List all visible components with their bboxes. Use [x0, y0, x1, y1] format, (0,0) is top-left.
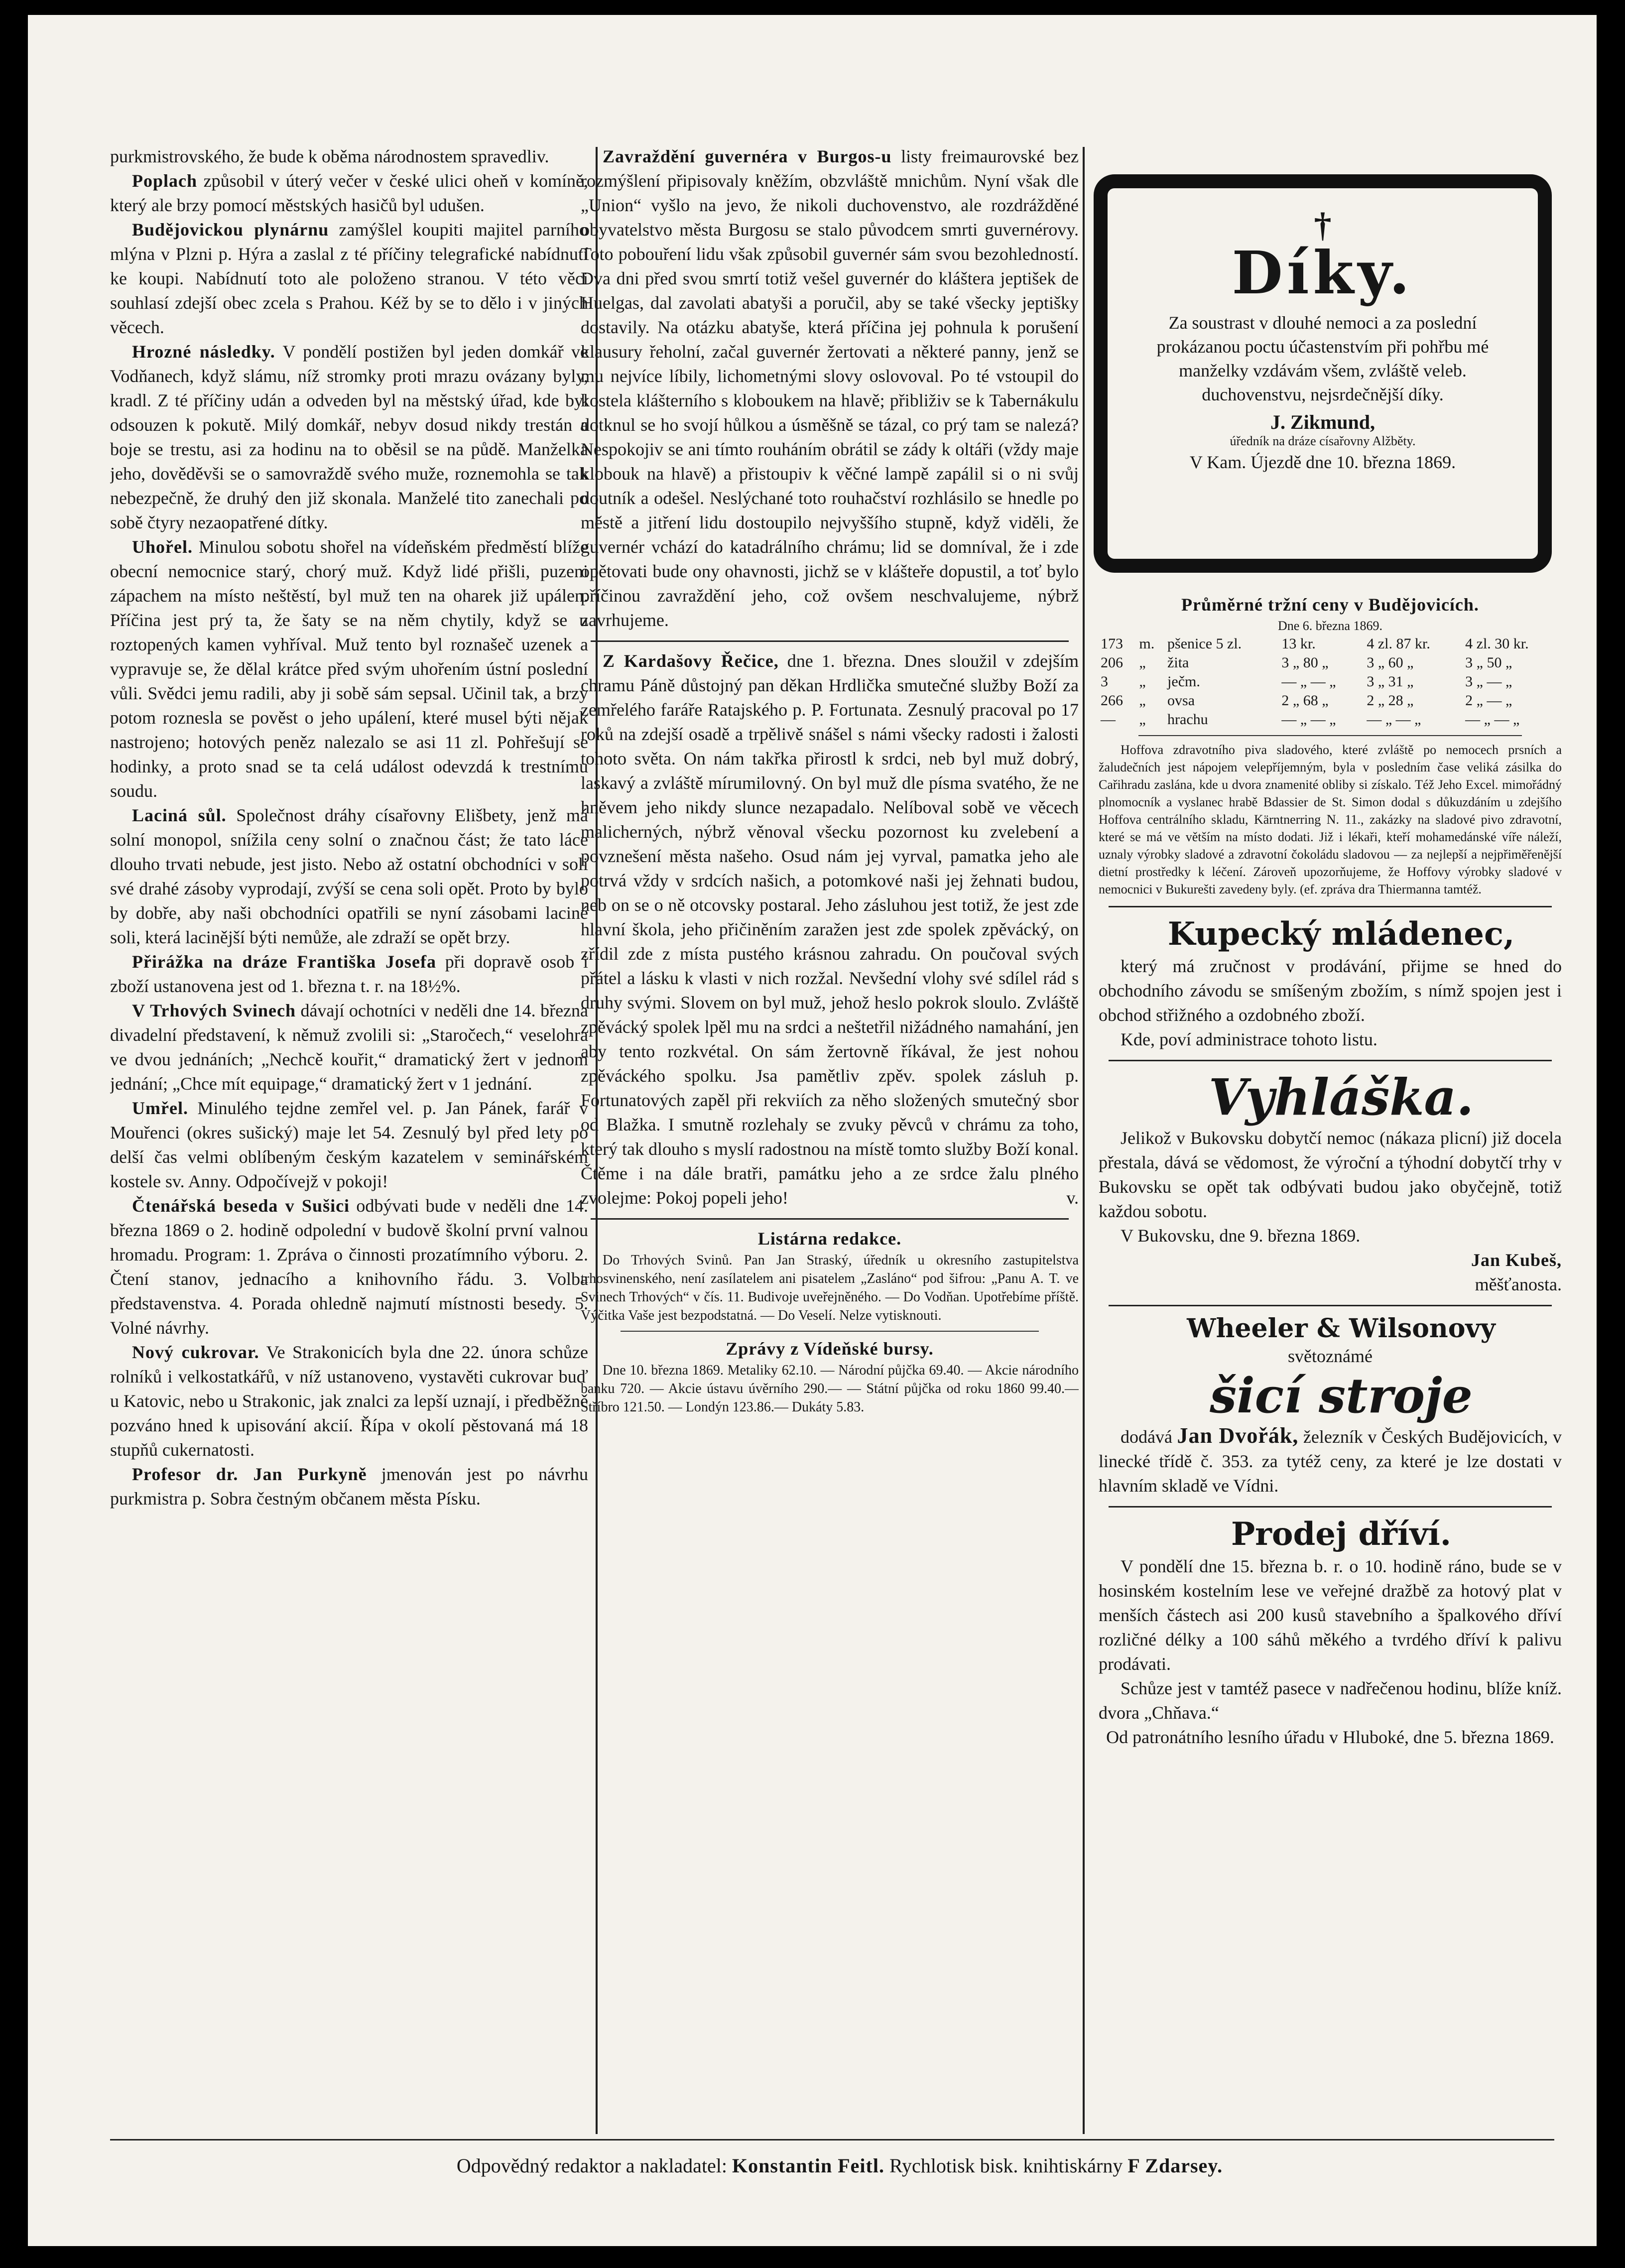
- divider: [1109, 1506, 1552, 1508]
- price-cell: 206: [1101, 654, 1123, 671]
- price-cell: — „ — „: [1465, 711, 1520, 728]
- article-hrozne: Hrozné následky. V pondělí postižen byl jeden domkář ve Vodňanech, když slámu, níž stromky proti mrazu ovázany byly, kradl. Z té příčiny udán a odveden byl na městský úřad, kde byl odsouzen k pokutě. Milý domkář, nebyv dosud nikdy trestán a boje se trestu, asi za hodinu na to oběsil se na půdě. Manželka jeho, dověděvši se o samovraždě svého muže, roznemohla se tak nebezpečně, že druhý den již skonala. Manželé tito zanechali po sobě čtyry nezaopatřené dítky.: [110, 342, 588, 532]
- price-cell: „: [1139, 711, 1146, 728]
- column-right: [1099, 593, 1562, 2127]
- article-poplach: Poplach způsobil v úterý večer v české ulici oheň v komíně, který ale brzy pomocí městských hasičů byl udušen.: [110, 171, 588, 215]
- price-row: [1099, 672, 1562, 691]
- price-cell: 13 kr.: [1281, 635, 1316, 652]
- article-uhorel: Uhořel. Minulou sobotu shořel na vídeňském předměstí blíže obecní nemocnice starý, chorý muž. Když lidé přišli, puzeni zápachem na místo neštěstí, byl muž ten na oharek již upálen. Příčina jest prý ta, že šaty se na něm chytily, když se u roztopených kamen vyhříval. Muž tento byl roznašeč uzenek a vypravuje se, že dělal krátce před svým uhořením ústní poslední vůli. Svědci jemu radili, aby ji sobě sám sepsal. Učinil tak, a brzy potom roznesla se pověst o jeho upálení, které musel býti nějak nastrojeno; hotových peněz nalezalo se asi 11 zl. Pohřešují se hodinky, a proto snad se ta celá událost odevzdá k trestnímu soudu.: [110, 537, 588, 801]
- price-cell: 3: [1101, 673, 1108, 690]
- article-prirazka: Přirážka na dráze Františka Josefa při dopravě osob i zboží ustanovena jest od 1. března t. r. na 18½%.: [110, 952, 588, 996]
- column-middle: [581, 144, 1079, 2132]
- price-cell: „: [1139, 692, 1146, 709]
- price-cell: 3 „ 50 „: [1465, 654, 1512, 671]
- vyhlaska-heading: Vyhláška.: [1208, 1068, 1474, 1127]
- death-notice: [1094, 174, 1552, 573]
- article-plynarna: Budějovickou plynárnu zamýšlel koupiti majitel parního mlýna v Plzni p. Hýra a zaslal z té příčiny telegrafické nabídnutí ke koupi. Nabídnutí toto ale položeno stranou. V této věci souhlasí zdejší obec zcela s Prahou. Kéž by se to dělo i v jiných věcech.: [110, 220, 588, 337]
- price-row: [1099, 653, 1562, 672]
- prodej-meeting: Schůze jest v tamtéž pasece v nadřečenou hodinu, blíže kníž. dvora „Chňava.“: [1099, 1678, 1562, 1723]
- prices-table: [1099, 634, 1562, 729]
- newspaper-page: [28, 15, 1597, 2246]
- price-cell: ječm.: [1167, 673, 1200, 690]
- price-cell: pšenice 5 zl.: [1167, 635, 1242, 652]
- prodej-signature: Od patronátního lesního úřadu v Hluboké, dne 5. března 1869.: [1106, 1727, 1554, 1747]
- listarna-heading: Listárna redakce.: [757, 1229, 902, 1249]
- wheeler-heading: Wheeler & Wilsonovy: [1187, 1313, 1496, 1344]
- price-cell: m.: [1139, 635, 1155, 652]
- vyhlaska-role: měšťanosta.: [1475, 1274, 1562, 1294]
- wheeler-sub: světoznámé: [1288, 1346, 1373, 1366]
- divider: [1138, 735, 1522, 736]
- article-fragment: purkmistrovského, že bude k oběma národnostem spravedliv.: [110, 146, 549, 166]
- wheeler-text: dodává Jan Dvořák, železník v Českých Budějovicích, v linecké třídě č. 353. za tytéž ceny, za které je lze dostati v hlavním skladě ve Vídni.: [1099, 1423, 1562, 1496]
- prices-heading: Průměrné tržní ceny v Budějovicích.: [1181, 595, 1479, 615]
- price-cell: 2 „ — „: [1465, 692, 1512, 709]
- vyhlaska-place: V Bukovsku, dne 9. března 1869.: [1121, 1226, 1361, 1246]
- article-guverner: Zavraždění guvernéra v Burgos-u listy freimaurovské bez rozmýšlení připisovaly kněžím, obzvláště mnichům. Nyní však dle „Union“ vyšlo na jevo, že nikoli duchovenstvo, ale rozdrážděné obyvatelstvo města Burgosu se stalo původcem smrti guvernérovy. Toto pobouření lidu však způsobil guvernér sám svou bezohledností. Dva dni před svou smrtí totiž vešel guvernér do kláštera jeptišek de Huelgas, dal zavolati abatyši a poručil, aby se také všecky jeptišky dostavily. Na otázku abatyše, která příčina jej pohnula k porušení klausury řeholní, začal guvernér žertovati a některé panny, jenž se mu nejvíce líbily, lichometnými slovy oslovoval. Po té vstoupil do kostela klášterního s kloboukem na hlavě; přibliživ se k Tabernákulu dotknul se ho svojí hůlkou a úsměšně se tázal, co prý tam se nalezá? Nespokojiv se ani tímto rouháním obrátil se zády k oltáři (vždy maje klobouk na hlavě) a přistoupiv k věčné lampě zapálil si o ni svůj doutník a odešel. Neslýchané toto rouhačství rozhlásilo se hnedle po městě a jitření lidu dostoupilo nejvyššího stupně, když viděli, že guvernér vchází do katadrálního chrámu; lid se domníval, že i zde opětovati bude ony ohavnosti, jichž se v klášteře dopustil, a toť bylo příčinou zavraždění jeho, což ovšem neschvalujeme, nýbrž zavrhujeme.: [581, 146, 1079, 630]
- prodej-text: V pondělí dne 15. března b. r. o 10. hodině ráno, bude se v hosinském kostelním lese ve veřejné dražbě za hotový plat v menších částech asi 200 kusů stavebního a špalkového dříví rozličné délky a 100 sáhů měkého a tvrdého dříví k palivu prodávati.: [1099, 1556, 1562, 1674]
- notice-place: V Kam. Újezdě dne 10. března 1869.: [1189, 452, 1456, 472]
- article-cukrovar: Nový cukrovar. Ve Strakonicích byla dne 22. února schůze rolníků i velkostatkářů, v níž ustanoveno, vystavěti cukrovar buď u Katovic, nebo u Strakonic, jak znalci za lepší uznají, i předběžně pozváno hned k upisování akcií. Řípa v okolí pěstovaná má 18 stupňů cukernatosti.: [110, 1342, 588, 1460]
- price-cell: 4 zl. 87 kr.: [1367, 635, 1430, 652]
- price-cell: „: [1139, 673, 1146, 690]
- price-cell: 2 „ 68 „: [1281, 692, 1329, 709]
- price-row: [1099, 691, 1562, 710]
- hoff-notice: Hoffova zdravotního piva sladového, které zvláště po nemocech prsních a žaludečních jest nápojem velepříjemným, byla v posledním čase veliká zásilka do Cařihradu zaslána, kde u dvora znamenité obliby si získalo. Též Jeho Excel. mimořádný plnomocník a vyslanec hrabě Bdassier de St. Simon dodal s důkuzdáním u zdejšího Hoffova centrálního skladu, Kärntnerring N. 11., zakázky na sladové pivo zdravotní, které se má ve větším na místo dodati. Již i lékaři, kteří mohamedánské víře náleží, uznaly výrobky sladové a zdravotní čokoládu sladovou — za nejlepší a nejpřiměřenější dietní prostředky k léčení. Zároveň upozorňujeme, že Hoffovy výrobky sladové v nemocnici v Bukurešti zavedeny byly. (ef. zpráva dra Thiermanna tamtéž.: [1099, 743, 1562, 896]
- price-cell: „: [1139, 654, 1146, 671]
- article-beseda: Čtenářská beseda v Sušici odbývati bude v neděli dne 14. března 1869 o 2. hodině odpolední v budově školní první valnou hromadu. Program: 1. Zpráva o činnosti prozatímního výboru. 2. Čtení stanov, jednacího a knihovního řádu. 3. Volba představenstva. 4. Porada ohledně najmutí místnosti besedy. 5. Volné návrhy.: [110, 1196, 588, 1338]
- prodej-heading: Prodej dříví.: [1231, 1515, 1451, 1553]
- article-svinech: V Trhových Svinech dávají ochotníci v neděli dne 14. března divadelní představení, k němuž zvolili si: „Staročech,“ veselohra ve dvou jednáních; „Nechcě kouřit,“ dramatický žert v jednom jednání; „Chce mít equipage,“ dramatický žert v 1 jednání.: [110, 1001, 588, 1094]
- price-cell: hrachu: [1167, 711, 1208, 728]
- footer-rule: [110, 2139, 1554, 2141]
- price-cell: 266: [1101, 692, 1123, 709]
- price-cell: žita: [1167, 654, 1189, 671]
- price-cell: — „ — „: [1281, 711, 1336, 728]
- price-cell: ovsa: [1167, 692, 1195, 709]
- price-cell: — „ — „: [1281, 673, 1336, 690]
- price-cell: — „ — „: [1367, 711, 1421, 728]
- notice-name: J. Zikmund,: [1270, 411, 1375, 433]
- price-cell: 3 „ 60 „: [1367, 654, 1414, 671]
- listarna-text: Do Trhových Svinů. Pan Jan Straský, úředník u okresního zastupitelstva trhosvinenského, není zasílatelem ani pisatelem „Zasláno“ pod šifrou: „Panu A. T. ve Svinech Trhových“ v čís. 11. Budivoje uveřejněného. — Do Vodňan. Upotřebíme příště. Výčitka Vaše jest bezpodstatná. — Do Veselí. Nelze vytisknouti.: [581, 1253, 1079, 1323]
- price-cell: 3 „ — „: [1465, 673, 1512, 690]
- divider: [621, 1331, 1039, 1332]
- vyhlaska-text: Jelikož v Bukovsku dobytčí nemoc (nákaza plicní) již docela přestala, dává se vědomost, že výroční a týhodní dobytčí trhy v Bukovsku se opět tak odbývati budou jako obyčejně, totiž každou sobotu.: [1099, 1128, 1562, 1221]
- kupecky-heading: Kupecký mládenec,: [1167, 915, 1515, 953]
- column-rule-2: [1083, 147, 1085, 2134]
- kupecky-text: který má zručnost v prodávání, přijme se hned do obchodního závodu se smíšeným zbožím, s nímž spojen jest i obchod střižného a ozdobného zboží.: [1099, 956, 1562, 1025]
- price-cell: 2 „ 28 „: [1367, 692, 1414, 709]
- kupecky-contact: Kde, poví administrace tohoto listu.: [1121, 1029, 1377, 1049]
- divider: [591, 640, 1069, 642]
- bursy-heading: Zprávy z Vídeňské bursy.: [726, 1339, 934, 1359]
- article-purkyne: Profesor dr. Jan Purkyně jmenován jest po návrhu purkmistra p. Sobra čestným občanem města Písku.: [110, 1464, 588, 1509]
- divider: [1109, 906, 1552, 907]
- price-cell: 3 „ 31 „: [1367, 673, 1414, 690]
- notice-text: Za soustrast v dlouhé nemoci a za poslední prokázanou poctu účastenstvím při pohřbu mé manželky vzdávám všem, zvláště veleb. duchovenstvu, nejsrdečnější díky.: [1156, 313, 1489, 404]
- price-cell: 3 „ 80 „: [1281, 654, 1329, 671]
- price-row: [1099, 710, 1562, 729]
- article-sul: Laciná sůl. Společnost dráhy císařovny Elišbety, jenž má solní monopol, snížila ceny solní o značnou část; že tato láce dlouho trvati nebude, jest jisto. Nebo až ostatní obchodníci v soli své drahé zásoby vyprodají, zvýší se cena soli opět. Proto by bylo by dobře, aby naši obchodníci opatřili se nyní zásobami laciné soli, která lacinější býti nemůže, ale zdraží se opět brzy.: [110, 805, 588, 947]
- wheeler-title: šicí stroje: [1210, 1368, 1473, 1424]
- price-row: [1099, 634, 1562, 653]
- imprint: Odpovědný redaktor a nakladatel: Konstantin Feitl. Rychlotisk bisk. knihtiskárny F Zdarsey.: [456, 2154, 1223, 2177]
- price-cell: 173: [1101, 635, 1123, 652]
- prices-date: Dne 6. března 1869.: [1277, 619, 1383, 633]
- divider: [1109, 1305, 1552, 1306]
- notice-title: Díky.: [1232, 238, 1414, 307]
- divider: [1109, 1060, 1552, 1061]
- article-recice: Z Kardašovy Řečice, dne 1. března. Dnes sloužil v zdejším chramu Páně důstojný pan děkan Hrdlička smutečné služby Boží za zemřelého faráře Ratajského p. P. Fortunata. Zesnulý pracoval po 17 roků na zdejší osadě a trpělivě snášel s námi všecky radosti i žalosti tohoto světa. On nám takřka přirostl k srdci, neb byl muž dobrý, laskavý a zvláště mírumilovný. On byl muž dle písma svatého, že ne hněvem jeho nikdy slunce nezapadalo. Nelíboval sobě ve věcech malicherných, nýbrž věnoval všecku pozornost ku zvelebení a povznešení města našeho. Osud nám jej vyrval, pamatka jeho ale potrvá vždy v srdcích našich, a potomkové naši jej žehnati budou, neb on se o ně otcovsky postaral. Jeho zásluhou jest totiž, že jest zde hlavní škola, jeho přičiněním zaražen jest zde spolek zpěvácký, on zřídil zde z místa pustého krásnou zahradu. On poučoval svých přátel a lásku k vlasti v nich rozžal. Nevšední vlohy své sdílel rád s druhy svými. Slovem on byl muž, jehož heslo pokrok sloulo. Zvláště zpěvácký spolek lpěl mu na srdci a neštetřil nižádného namahání, jen aby tento rozkvétal. On sám žertovně říkával, že jest nohou zpěváckého spolku. Jsa pamětliv zpěv. spolek zásluh p. Fortunatových zapěl při rekviích za něho složených smutečný sbor od Blažka. I smutně rozlehaly se zvuky pěvců v chrámu za toho, který tak dlouho s myslí radostnou na místě tomto služby Boží konal. Čtěme i na dále bratři, památku jeho a ze srdce žalu plného zvolejme: Pokoj popeli jeho! v.: [581, 651, 1079, 1208]
- bursy-text: Dne 10. března 1869. Metaliky 62.10. — Národní půjčka 69.40. — Akcie národního banku 720. — Akcie ústavu úvěrního 290.— — Státní půjčka od roku 1860 99.40.— Stříbro 121.50. — Londýn 123.86.— Dukáty 5.83.: [581, 1363, 1079, 1415]
- vyhlaska-name: Jan Kubeš,: [1471, 1250, 1562, 1270]
- cross-icon: †: [1314, 206, 1332, 245]
- article-umrel: Umřel. Minulého tejdne zemřel vel. p. Jan Pánek, farář v Mouřenci (okres sušický) maje let 54. Zesnulý byl před lety po delší čas velmi oblíbeným českým kazatelem v seminářském kostele sv. Anny. Odpočívejž v pokoji!: [110, 1098, 588, 1191]
- notice-role: úředník na dráze císařovny Alžběty.: [1230, 434, 1416, 448]
- column-left: [110, 144, 588, 2122]
- price-cell: 4 zl. 30 kr.: [1465, 635, 1529, 652]
- divider: [591, 1218, 1069, 1220]
- price-cell: —: [1101, 711, 1116, 728]
